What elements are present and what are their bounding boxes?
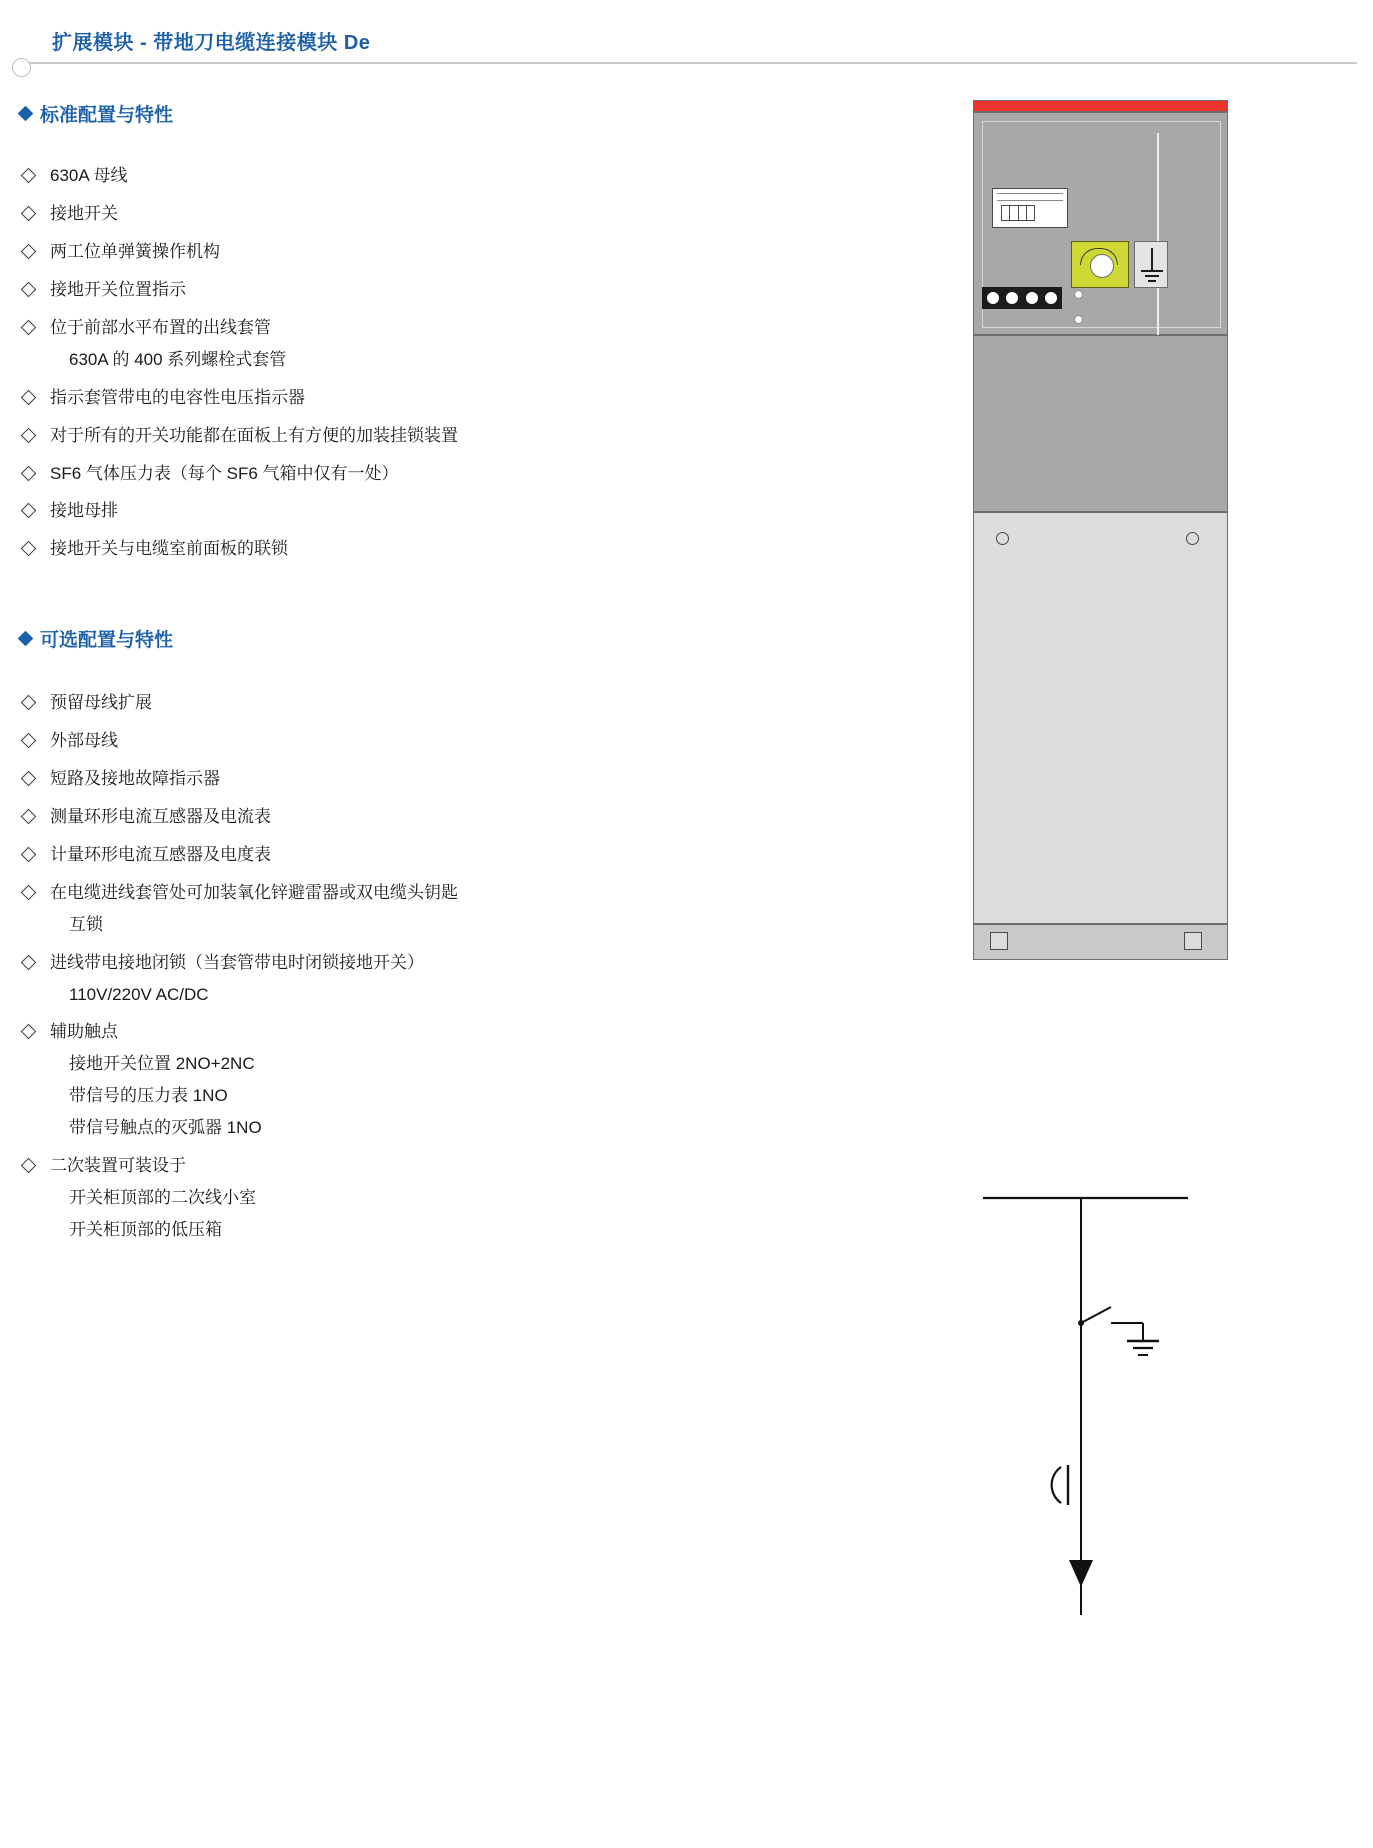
diamond-outline-icon — [21, 427, 37, 443]
list-item-text: 测量环形电流互感器及电流表 — [50, 806, 271, 826]
list-item-text: 接地母排 — [50, 501, 118, 521]
diamond-outline-icon — [21, 503, 37, 519]
list-item — [20, 538, 780, 561]
standard-feature-list — [20, 165, 780, 561]
switchgear-cabinet-image — [973, 100, 1228, 970]
list-item-subtext: 互锁 — [69, 914, 103, 934]
diamond-outline-icon — [21, 541, 37, 557]
list-item — [20, 844, 780, 867]
single-line-diagram — [973, 1195, 1228, 1695]
list-item — [20, 241, 780, 264]
page-header — [0, 26, 1373, 66]
nameplate-grid — [1001, 205, 1035, 221]
list-item-text: 指示套管带电的电容性电压指示器 — [50, 387, 305, 407]
list-item — [20, 768, 780, 791]
list-item-subtext: 带信号的压力表 1NO — [69, 1086, 228, 1106]
earth-symbol-bar — [1145, 275, 1159, 277]
list-item — [20, 500, 780, 523]
list-item-text: 短路及接地故障指示器 — [50, 768, 220, 788]
list-item-text: 位于前部水平布置的出线套管 — [50, 317, 271, 337]
list-item — [20, 463, 780, 486]
earth-symbol-bar — [1148, 280, 1156, 282]
list-item-text: 接地开关位置指示 — [50, 279, 186, 299]
indicator-lamp — [1045, 292, 1057, 304]
list-item-subtext: 630A 的 400 系列螺栓式套管 — [69, 349, 287, 369]
indicator-lamp — [1006, 292, 1018, 304]
list-item — [20, 1155, 780, 1242]
optional-feature-list — [20, 692, 780, 1242]
door-screw — [1186, 532, 1199, 545]
list-item-text: 在电缆进线套管处可加装氧化锌避雷器或双电缆头钥匙 — [50, 882, 458, 902]
list-item-text: 外部母线 — [50, 730, 118, 750]
list-item — [20, 279, 780, 302]
standard-section-title-text: 标准配置与特性 — [40, 105, 174, 126]
diamond-outline-icon — [21, 733, 37, 749]
optional-section-heading — [20, 625, 780, 652]
optional-section-title-text: 可选配置与特性 — [40, 630, 174, 651]
diamond-outline-icon — [21, 846, 37, 862]
diamond-outline-icon — [21, 206, 37, 222]
indicator-lamp — [987, 292, 999, 304]
list-item-text: 进线带电接地闭锁（当套管带电时闭锁接地开关） — [50, 952, 424, 972]
cable-outgoing-arrow — [1069, 1560, 1093, 1587]
list-item-subtext: 开关柜顶部的低压箱 — [69, 1220, 222, 1240]
list-item-text: 计量环形电流互感器及电度表 — [50, 844, 271, 864]
list-item-text: 两工位单弹簧操作机构 — [50, 241, 220, 261]
optional-features-section — [20, 625, 780, 1257]
list-item-text: 接地开关与电缆室前面板的联锁 — [50, 539, 288, 559]
list-item — [20, 882, 780, 937]
diamond-outline-icon — [21, 168, 37, 184]
list-item-subtext: 接地开关位置 2NO+2NC — [69, 1054, 255, 1074]
list-item — [20, 317, 780, 372]
diamond-outline-icon — [21, 809, 37, 825]
cable-compartment-door — [973, 512, 1228, 924]
standard-section-heading — [20, 100, 780, 127]
diamond-filled-icon — [18, 631, 34, 647]
list-item — [20, 203, 780, 226]
standard-features-section — [20, 100, 780, 576]
diamond-outline-icon — [21, 771, 37, 787]
diamond-outline-icon — [21, 282, 37, 298]
list-item-text: 二次装置可装设于 — [50, 1156, 186, 1176]
list-item-subtext: 带信号触点的灭弧器 1NO — [69, 1118, 262, 1138]
earthing-switch-panel — [1134, 241, 1168, 288]
diamond-outline-icon — [21, 389, 37, 405]
earth-symbol-bar — [1141, 270, 1163, 272]
cabinet-middle-compartment — [973, 335, 1228, 512]
operating-mechanism-panel — [1071, 241, 1129, 288]
cabinet-base-frame — [973, 924, 1228, 960]
diamond-outline-icon — [21, 1158, 37, 1174]
list-item — [20, 806, 780, 829]
indicator-lamp — [1026, 292, 1038, 304]
diamond-filled-icon — [18, 106, 34, 122]
earth-symbol-stem — [1151, 248, 1153, 270]
mechanism-knob-icon — [1090, 254, 1114, 278]
list-item — [20, 952, 780, 1007]
diamond-outline-icon — [21, 465, 37, 481]
corner-circle-decoration — [12, 58, 31, 77]
diamond-outline-icon — [21, 884, 37, 900]
list-item-subtext: 110V/220V AC/DC — [69, 984, 209, 1004]
list-item — [20, 692, 780, 715]
list-item — [20, 1021, 780, 1140]
list-item-text: SF6 气体压力表（每个 SF6 气箱中仅有一处） — [50, 463, 399, 483]
diamond-outline-icon — [21, 1024, 37, 1040]
diamond-outline-icon — [21, 319, 37, 335]
door-screw — [996, 532, 1009, 545]
list-item-text: 对于所有的开关功能都在面板上有方便的加装挂锁装置 — [50, 425, 458, 445]
list-item-subtext: 开关柜顶部的二次线小室 — [69, 1188, 256, 1208]
list-item — [20, 425, 780, 448]
diamond-outline-icon — [21, 954, 37, 970]
list-item-text: 辅助触点 — [50, 1022, 118, 1042]
list-item — [20, 730, 780, 753]
list-item-text: 预留母线扩展 — [50, 693, 152, 712]
cabinet-top-cover — [973, 100, 1228, 112]
list-item-text: 630A 母线 — [50, 166, 128, 185]
cabinet-upper-compartment — [973, 112, 1228, 335]
panel-hole — [1074, 290, 1083, 299]
list-item — [20, 165, 780, 188]
header-divider — [20, 62, 1357, 64]
base-mount-hole — [1184, 932, 1202, 950]
cabinet-nameplate — [992, 188, 1068, 228]
indicator-lamp-strip — [982, 287, 1062, 309]
diamond-outline-icon — [21, 695, 37, 711]
panel-hole — [1074, 315, 1083, 324]
cable-connector-arc — [1052, 1467, 1061, 1503]
list-item-text: 接地开关 — [50, 203, 118, 223]
list-item — [20, 387, 780, 410]
nameplate-text-lines — [997, 193, 1063, 201]
page-title: 扩展模块 - 带地刀电缆连接模块 De — [52, 32, 371, 54]
earthing-switch-blade — [1081, 1307, 1111, 1323]
base-mount-hole — [990, 932, 1008, 950]
diamond-outline-icon — [21, 244, 37, 260]
